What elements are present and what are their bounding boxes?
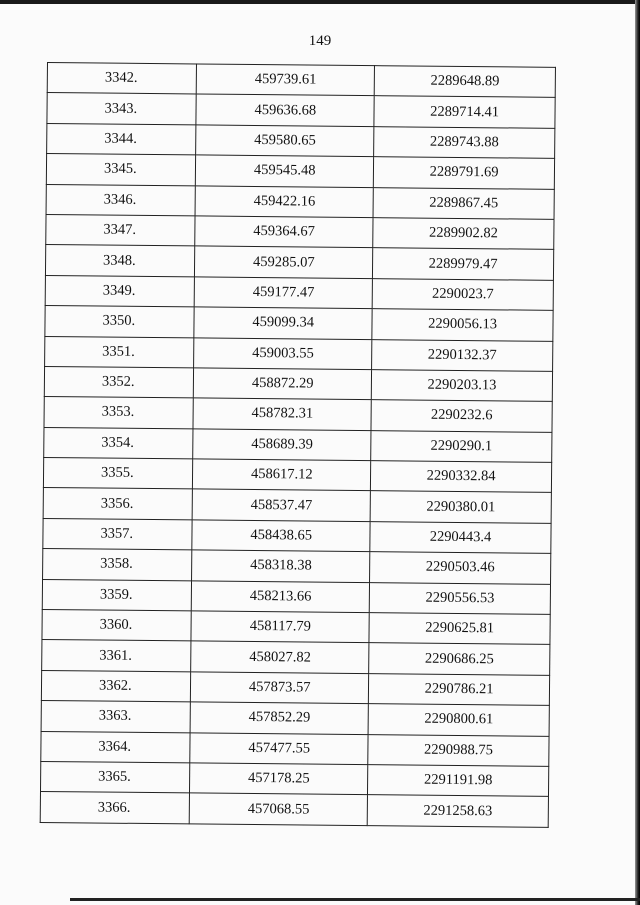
row-number-cell: 3343. bbox=[47, 93, 197, 125]
x-coordinate-cell: 459422.16 bbox=[195, 185, 373, 217]
y-coordinate-cell: 2290203.13 bbox=[371, 370, 552, 402]
x-coordinate-cell: 457852.29 bbox=[190, 702, 368, 734]
y-coordinate-cell: 2290443.4 bbox=[370, 521, 551, 553]
y-coordinate-cell: 2289743.88 bbox=[374, 126, 555, 158]
coordinates-table bbox=[40, 62, 556, 828]
row-number-cell: 3365. bbox=[40, 761, 190, 793]
row-number-cell: 3357. bbox=[43, 518, 193, 550]
x-coordinate-cell: 459285.07 bbox=[195, 246, 373, 278]
x-coordinate-cell: 458782.31 bbox=[193, 398, 371, 430]
x-coordinate-cell: 459003.55 bbox=[194, 337, 372, 369]
row-number-cell: 3344. bbox=[47, 123, 197, 155]
table-row bbox=[47, 63, 555, 98]
table-row bbox=[40, 761, 548, 796]
table-row bbox=[43, 488, 551, 523]
x-coordinate-cell: 459739.61 bbox=[197, 64, 375, 96]
x-coordinate-cell: 458318.38 bbox=[192, 550, 370, 582]
row-number-cell: 3348. bbox=[45, 245, 195, 277]
row-number-cell: 3356. bbox=[43, 488, 193, 520]
table-row bbox=[42, 640, 550, 675]
y-coordinate-cell: 2290786.21 bbox=[369, 673, 550, 705]
x-coordinate-cell: 458537.47 bbox=[192, 489, 370, 521]
y-coordinate-cell: 2290232.6 bbox=[371, 400, 552, 432]
x-coordinate-cell: 458213.66 bbox=[192, 581, 370, 613]
y-coordinate-cell: 2289791.69 bbox=[373, 157, 554, 189]
scan-edge-right bbox=[635, 0, 640, 905]
y-coordinate-cell: 2289714.41 bbox=[374, 96, 555, 128]
table-row bbox=[47, 123, 555, 158]
x-coordinate-cell: 458438.65 bbox=[192, 520, 370, 552]
y-coordinate-cell: 2290380.01 bbox=[370, 491, 551, 523]
row-number-cell: 3354. bbox=[44, 427, 194, 459]
row-number-cell: 3345. bbox=[46, 154, 196, 186]
table-row bbox=[43, 549, 551, 584]
row-number-cell: 3358. bbox=[43, 549, 193, 581]
table-row bbox=[45, 306, 553, 341]
y-coordinate-cell: 2290988.75 bbox=[368, 734, 549, 766]
table-row bbox=[47, 93, 555, 128]
page-number: 149 bbox=[308, 33, 332, 49]
y-coordinate-cell: 2290503.46 bbox=[370, 552, 551, 584]
row-number-cell: 3350. bbox=[45, 306, 195, 338]
y-coordinate-cell: 2291258.63 bbox=[367, 795, 548, 827]
table-row bbox=[43, 458, 551, 493]
table-body bbox=[40, 63, 555, 828]
x-coordinate-cell: 457477.55 bbox=[190, 733, 368, 765]
x-coordinate-cell: 458617.12 bbox=[193, 459, 371, 491]
table-row bbox=[42, 579, 550, 614]
x-coordinate-cell: 458689.39 bbox=[193, 429, 371, 461]
row-number-cell: 3355. bbox=[43, 458, 193, 490]
row-number-cell: 3366. bbox=[40, 792, 190, 824]
y-coordinate-cell: 2290625.81 bbox=[369, 613, 550, 645]
row-number-cell: 3342. bbox=[47, 63, 197, 95]
row-number-cell: 3360. bbox=[42, 610, 192, 642]
table-row bbox=[46, 154, 554, 189]
y-coordinate-cell: 2291191.98 bbox=[368, 765, 549, 797]
x-coordinate-cell: 457178.25 bbox=[190, 763, 368, 795]
x-coordinate-cell: 458117.79 bbox=[191, 611, 369, 643]
x-coordinate-cell: 457873.57 bbox=[191, 672, 369, 704]
x-coordinate-cell: 458872.29 bbox=[194, 368, 372, 400]
table-row bbox=[46, 184, 554, 219]
x-coordinate-cell: 457068.55 bbox=[190, 793, 368, 825]
table-row bbox=[43, 518, 551, 553]
x-coordinate-cell: 459177.47 bbox=[195, 277, 373, 309]
row-number-cell: 3353. bbox=[44, 397, 194, 429]
y-coordinate-cell: 2290056.13 bbox=[372, 309, 553, 341]
table-row bbox=[44, 366, 552, 401]
y-coordinate-cell: 2290800.61 bbox=[368, 704, 549, 736]
row-number-cell: 3361. bbox=[42, 640, 192, 672]
row-number-cell: 3351. bbox=[45, 336, 195, 368]
row-number-cell: 3363. bbox=[41, 701, 191, 733]
row-number-cell: 3346. bbox=[46, 184, 196, 216]
y-coordinate-cell: 2290332.84 bbox=[371, 461, 552, 493]
x-coordinate-cell: 459636.68 bbox=[196, 94, 374, 126]
table-row bbox=[41, 701, 549, 736]
y-coordinate-cell: 2290686.25 bbox=[369, 643, 550, 675]
table-row bbox=[41, 670, 549, 705]
row-number-cell: 3349. bbox=[45, 275, 195, 307]
y-coordinate-cell: 2290132.37 bbox=[372, 339, 553, 371]
x-coordinate-cell: 459364.67 bbox=[195, 216, 373, 248]
y-coordinate-cell: 2290556.53 bbox=[369, 582, 550, 614]
y-coordinate-cell: 2290023.7 bbox=[372, 278, 553, 310]
row-number-cell: 3359. bbox=[42, 579, 192, 611]
x-coordinate-cell: 459545.48 bbox=[196, 155, 374, 187]
x-coordinate-cell: 458027.82 bbox=[191, 641, 369, 673]
x-coordinate-cell: 459099.34 bbox=[194, 307, 372, 339]
table-row bbox=[46, 214, 554, 249]
table-row bbox=[45, 336, 553, 371]
table-row bbox=[45, 245, 553, 280]
row-number-cell: 3364. bbox=[41, 731, 191, 763]
table-row bbox=[41, 731, 549, 766]
y-coordinate-cell: 2290290.1 bbox=[371, 430, 552, 462]
y-coordinate-cell: 2289979.47 bbox=[373, 248, 554, 280]
row-number-cell: 3347. bbox=[46, 214, 196, 246]
y-coordinate-cell: 2289648.89 bbox=[374, 66, 555, 98]
table-row bbox=[42, 610, 550, 645]
scan-edge-bottom bbox=[70, 898, 640, 901]
table-row bbox=[44, 397, 552, 432]
scan-edge-top bbox=[0, 0, 640, 4]
table-row bbox=[45, 275, 553, 310]
y-coordinate-cell: 2289902.82 bbox=[373, 218, 554, 250]
row-number-cell: 3362. bbox=[41, 670, 191, 702]
x-coordinate-cell: 459580.65 bbox=[196, 125, 374, 157]
table-row bbox=[44, 427, 552, 462]
table-row bbox=[40, 792, 548, 827]
row-number-cell: 3352. bbox=[44, 366, 194, 398]
y-coordinate-cell: 2289867.45 bbox=[373, 187, 554, 219]
